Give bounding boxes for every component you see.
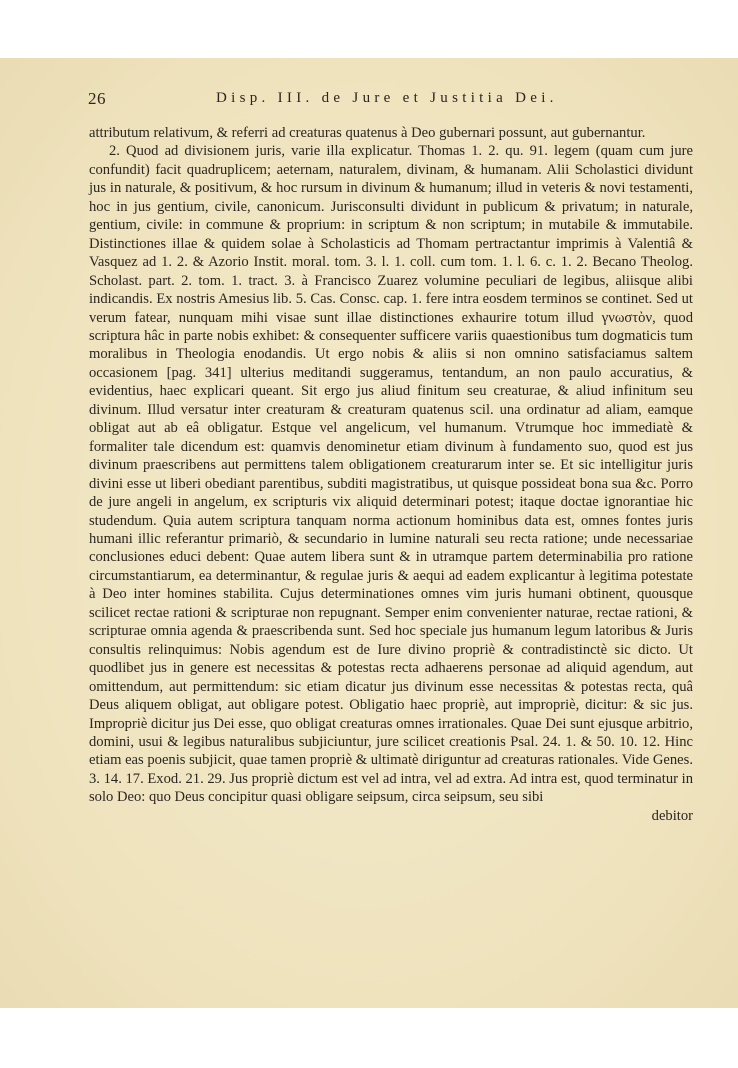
scan-margin-top — [0, 0, 738, 58]
page-number: 26 — [88, 89, 106, 108]
running-title: Disp. III. de Jure et Justitia Dei. — [216, 90, 558, 106]
page-body — [89, 124, 693, 825]
page-header — [88, 89, 692, 111]
paragraph-continuation: attributum relativum, & referri ad creaturas quatenus à Deo gubernari possunt, aut gubernantur. — [89, 125, 646, 141]
scan-margin-bottom — [0, 1008, 738, 1068]
paragraph-2: 2. Quod ad divisionem juris, varie illa explicatur. Thomas 1. 2. qu. 91. legem (quam cum jure confundit) facit quadruplicem; aeternam, naturalem, divinam, & humanam. Alii Scholastici dividunt jus in naturale, & positivum, & hoc rursum in divinum & humanum; illud in veteris & novi testamenti, hoc in jus gentium, civile, canonicum. Jurisconsulti dividunt in publicum & privatum; in naturale, gentium, civile: in commune & proprium: in scriptum & non scriptum; in mutabile & immutabile. Distinctiones illae & quidem solae à Scholasticis ad Thomam pertractantur imprimis à Valentiâ & Vasquez ad 1. 2. & Azorio Instit. moral. tom. 3. l. 1. coll. cum tom. 1. l. 6. c. 1. 2. Becano Theolog. Scholast. part. 2. tom. 1. tract. 3. à Francisco Zuarez volumine peculiari de legibus, aliisque alibi indicandis. Ex nostris Amesius lib. 5. Cas. Consc. cap. 1. fere intra eosdem terminos se continet. Sed ut verum fatear, nunquam mihi visae sunt illae distinctiones exhaurire totum illud γνωστὸν, quod scriptura hâc in parte nobis exhibet: & consequenter sufficere variis quaestionibus tum dogmaticis tum moralibus in Theologia enodandis. Ut ergo nobis & aliis si non omnino satisfaciamus saltem occasionem [pag. 341] ulterius meditandi suggeramus, tentandum, an non paulo accuratius, & evidentius, haec explicari queant. Sit ergo jus aliud finitum seu creaturae, & aliud infinitum seu divinum. Illud versatur inter creaturam & creaturam quatenus scil. una ordinatur ad aliam, eamque obligat aut ab eâ obligatur. Estque vel angelicum, vel humanum. Vtrumque hoc immediatè & formaliter tale dicendum est: quamvis denominetur etiam divinum à fundamento suo, quod est jus divinum praescribens aut permittens talem obligationem creaturarum inter se. Et sic intelligitur juris divini esse ut liberi obediant parentibus, subditi magistratibus, ut quisque possideat bona sua &c. Porro de jure angeli in angelum, ex scripturis vix aliquid determinari potest; itaque doctae ignorantiae hic studendum. Quia autem scriptura tanquam norma actionum hominibus data est, omnes fontes juris humani illic referantur primariò, & secundario in lumine naturali seu recta ratione; unde necessariae conclusiones educi debent: Quae autem libera sunt & in utramque partem determinabilia pro ratione circumstantiarum, ea determinantur, & regulae juris & aequi ad eadem explicantur à legitima potestate à Deo inter homines stabilita. Cujus determinationes omnes vim juris humani obtinent, quousque scilicet rectae rationi & scripturae non repugnant. Semper enim convenienter naturae, rectae rationi, & scripturae omnia agenda & praescribenda sunt. Sed hoc speciale jus humanum legum latoribus & Juris consultis relinquimus: Nobis agendum est de Iure divino propriè & contradistinctè sic dicto. Ut quodlibet jus in genere est necessitas & potestas recta adhaerens personae ad aliquid agendum, aut omittendum, aut permittendum: sic etiam dicatur jus divinum esse necessitas & potestas recta, quâ Deus aliquem obligat, aut obligare potest. Obligatio haec propriè, aut impropriè, dicitur: & sic jus. Impropriè dicitur jus Dei esse, quo obligat creaturas omnes irrationales. Quae Dei sunt ejusque arbitrio, domini, usui & legibus naturalibus subjiciuntur, jure scilicet creationis Psal. 24. 1. & 50. 10. 12. Hinc etiam eas poenis subjicit, quae tamen propriè & ultimatè diriguntur ad creaturas rationales. Vide Genes. 3. 14. 17. Exod. 21. 29. Jus propriè dictum est vel ad intra, vel ad extra. Ad intra est, quod terminatur in solo Deo: quo Deus concipitur quasi obligare seipsum, circa seipsum, seu sibi — [89, 143, 693, 806]
catchword: debitor — [651, 807, 693, 824]
